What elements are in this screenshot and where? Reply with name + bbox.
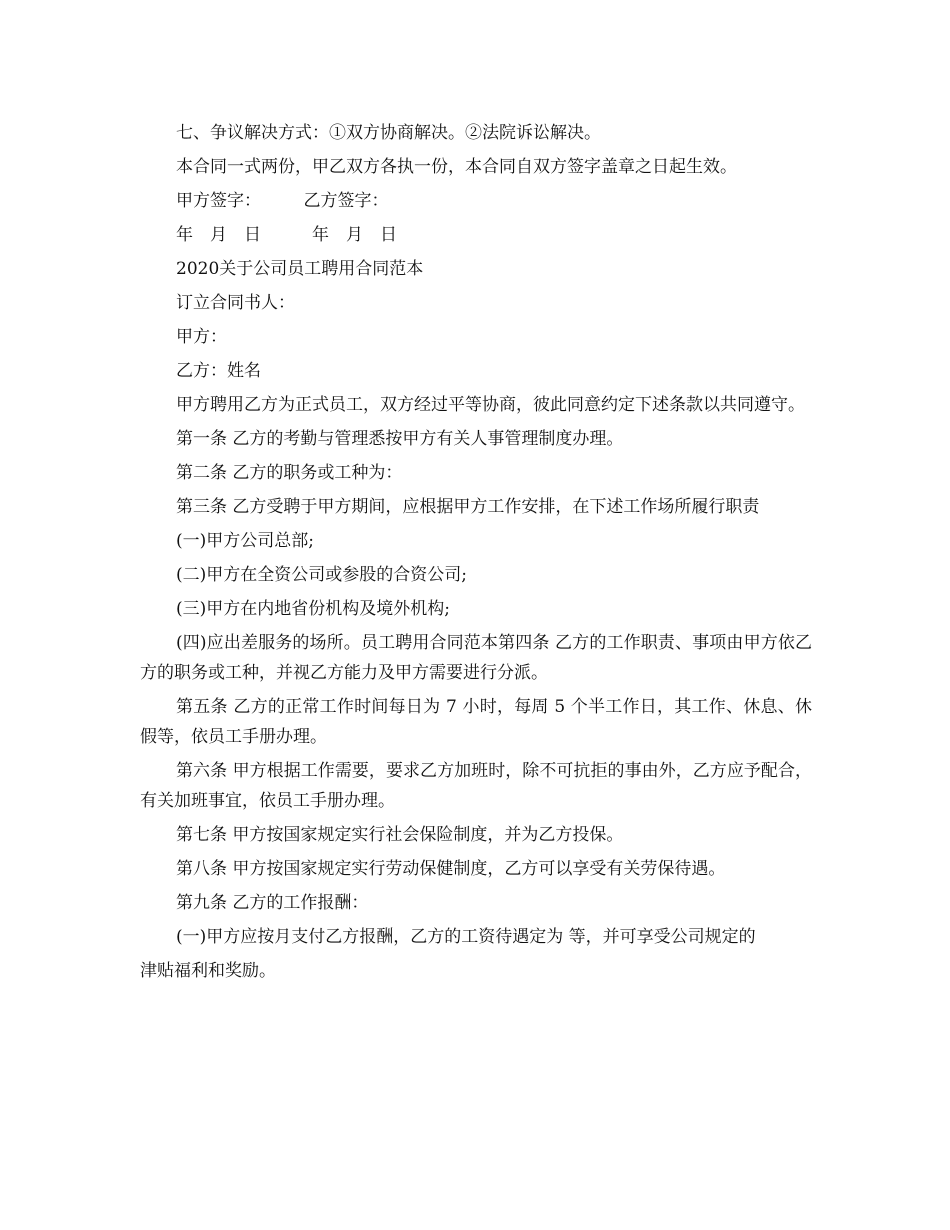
article-3-item-2: (二)甲方在全资公司或参股的合资公司; bbox=[176, 565, 467, 585]
date-line: 年 月 日 年 月 日 bbox=[176, 225, 397, 245]
document-body bbox=[140, 118, 812, 990]
article-9-continuation: 津贴福利和奖励。 bbox=[140, 961, 276, 981]
contract-parties-heading: 订立合同书人： bbox=[176, 293, 295, 313]
article-9: 第九条 乙方的工作报酬： bbox=[176, 893, 369, 913]
article-6: 第六条 甲方根据工作需要，要求乙方加班时，除不可抗拒的事由外，乙方应予配合，有关加班事宜，依员工手册办理。 bbox=[140, 761, 812, 811]
document-title: 2020关于公司员工聘用合同范本 bbox=[176, 259, 424, 279]
article-1: 第一条 乙方的考勤与管理悉按甲方有关人事管理制度办理。 bbox=[176, 429, 624, 449]
article-9-item-1: (一)甲方应按月支付乙方报酬，乙方的工资待遇定为 等，并可享受公司规定的 bbox=[176, 927, 756, 947]
copies-effectiveness-clause: 本合同一式两份，甲乙双方各执一份，本合同自双方签字盖章之日起生效。 bbox=[176, 157, 737, 177]
article-3-item-1: (一)甲方公司总部; bbox=[176, 531, 314, 551]
dispute-resolution-clause: 七、争议解决方式：①双方协商解决。②法院诉讼解决。 bbox=[176, 123, 601, 143]
article-3: 第三条 乙方受聘于甲方期间，应根据甲方工作安排，在下述工作场所履行职责 bbox=[176, 497, 760, 517]
intro-paragraph: 甲方聘用乙方为正式员工，双方经过平等协商，彼此同意约定下述条款以共同遵守。 bbox=[176, 395, 805, 415]
party-b-line: 乙方：姓名 bbox=[176, 361, 261, 381]
article-3-item-3: (三)甲方在内地省份机构及境外机构; bbox=[176, 599, 450, 619]
article-3-item-4: (四)应出差服务的场所。员工聘用合同范本第四条 乙方的工作职责、事项由甲方依乙方的职务或工种，并视乙方能力及甲方需要进行分派。 bbox=[140, 633, 812, 683]
article-2: 第二条 乙方的职务或工种为： bbox=[176, 463, 403, 483]
article-7: 第七条 甲方按国家规定实行社会保险制度，并为乙方投保。 bbox=[176, 825, 624, 845]
article-5: 第五条 乙方的正常工作时间每日为 7 小时，每周 5 个半工作日，其工作、休息、休假等，依员工手册办理。 bbox=[140, 697, 812, 747]
signature-line: 甲方签字： 乙方签字： bbox=[176, 191, 389, 211]
article-8: 第八条 甲方按国家规定实行劳动保健制度，乙方可以享受有关劳保待遇。 bbox=[176, 859, 726, 879]
party-a-line: 甲方： bbox=[176, 327, 227, 347]
